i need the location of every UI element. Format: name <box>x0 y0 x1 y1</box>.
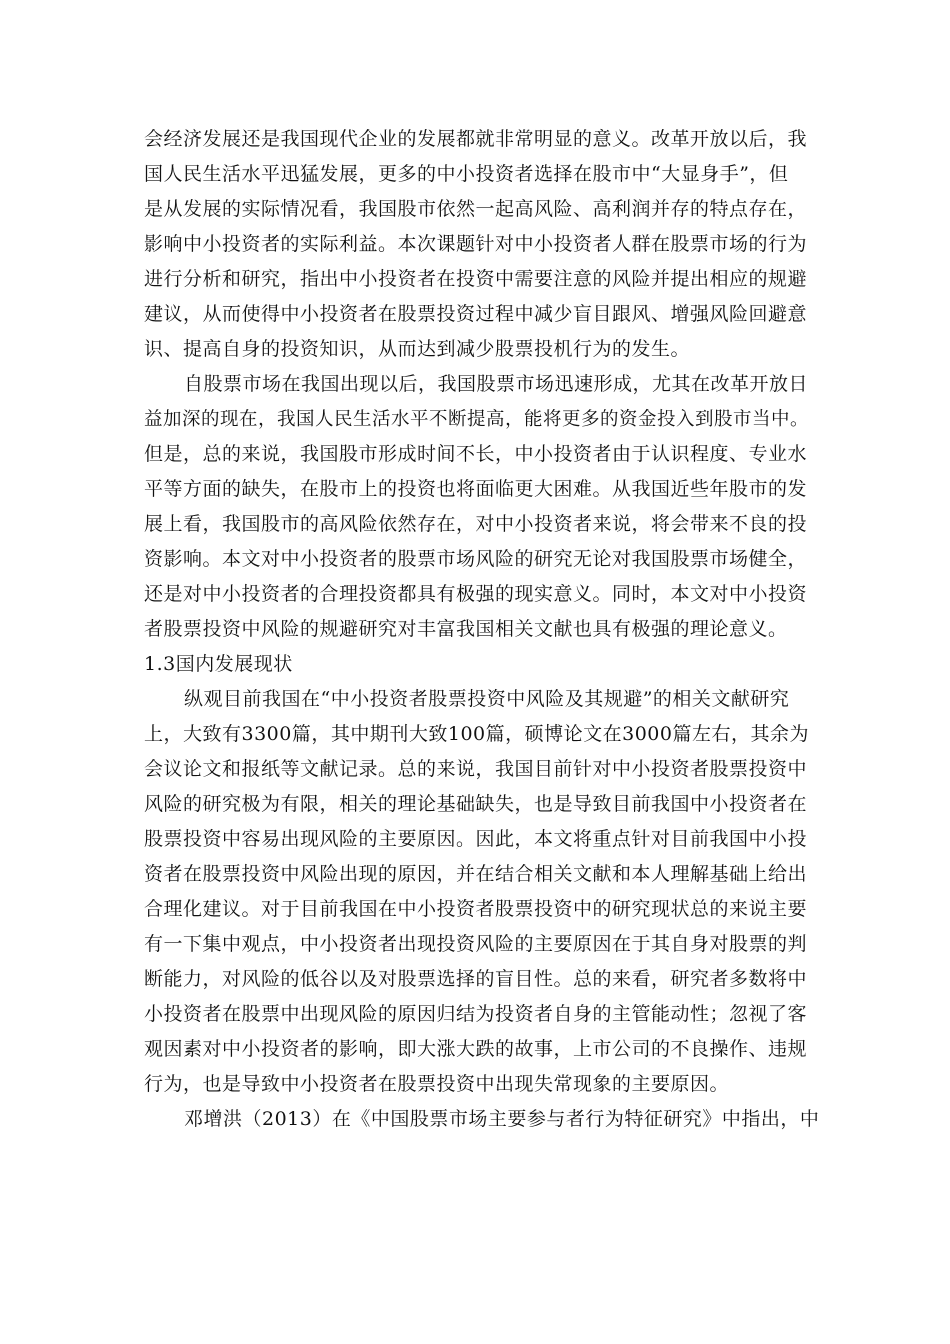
text-line: 建议，从而使得中小投资者在股票投资过程中减少盲目跟风、增强风险回避意 <box>144 303 808 325</box>
text-line: 纵观目前我国在“中小投资者股票投资中风险及其规避”的相关文献研究 <box>184 688 790 710</box>
text-line: 上，大致有3300篇，其中期刊大致100篇，硕博论文在3000篇左右，其余为 <box>144 723 809 745</box>
text-line: 展上看，我国股市的高风险依然存在，对中小投资者来说，将会带来不良的投 <box>144 513 808 535</box>
text-line: 者股票投资中风险的规避研究对丰富我国相关文献也具有极强的理论意义。 <box>144 618 788 640</box>
text-line: 益加深的现在，我国人民生活水平不断提高，能将更多的资金投入到股市当中。 <box>144 409 810 430</box>
text-line: 是从发展的实际情况看，我国股市依然一起高风险、高利润并存的特点存在， <box>144 198 808 220</box>
text-line: 股票投资中容易出现风险的主要原因。因此，本文将重点针对目前我国中小投 <box>144 828 808 850</box>
text-line: 资者在股票投资中风险出现的原因，并在结合相关文献和本人理解基础上给出 <box>144 863 808 885</box>
text-line: 行为，也是导致中小投资者在股票投资中出现失常现象的主要原因。 <box>144 1073 730 1095</box>
text-line: 观因素对中小投资者的影响，即大涨大跌的故事，上市公司的不良操作、违规 <box>144 1038 808 1060</box>
body-text <box>144 122 820 1137</box>
text-line: 邓增洪（2013）在《中国股票市场主要参与者行为特征研究》中指出，中 <box>184 1108 820 1130</box>
text-line: 影响中小投资者的实际利益。本次课题针对中小投资者人群在股票市场的行为 <box>144 233 808 255</box>
text-line: 平等方面的缺失，在股市上的投资也将面临更大困难。从我国近些年股市的发 <box>144 478 808 500</box>
text-line: 资影响。本文对中小投资者的股票市场风险的研究无论对我国股票市场健全， <box>144 548 808 570</box>
text-line: 断能力，对风险的低谷以及对股票选择的盲目性。总的来看，研究者多数将中 <box>144 968 808 990</box>
text-line: 还是对中小投资者的合理投资都具有极强的现实意义。同时，本文对中小投资 <box>144 583 808 605</box>
text-line: 识、提高自身的投资知识，从而达到减少股票投机行为的发生。 <box>144 338 691 360</box>
text-line: 但是，总的来说，我国股市形成时间不长，中小投资者由于认识程度、专业水 <box>144 443 808 465</box>
text-line: 会经济发展还是我国现代企业的发展都就非常明显的意义。改革开放以后，我 <box>144 128 808 150</box>
text-line: 风险的研究极为有限，相关的理论基础缺失，也是导致目前我国中小投资者在 <box>144 793 808 815</box>
text-line: 国人民生活水平迅猛发展，更多的中小投资者选择在股市中“大显身手”，但 <box>144 163 789 185</box>
text-line: 小投资者在股票中出现风险的原因归结为投资者自身的主管能动性；忽视了客 <box>144 1003 808 1025</box>
text-line: 进行分析和研究，指出中小投资者在投资中需要注意的风险并提出相应的规避 <box>144 268 808 290</box>
text-line: 合理化建议。对于目前我国在中小投资者股票投资中的研究现状总的来说主要 <box>144 898 808 920</box>
section-heading: 1.3国内发展现状 <box>144 653 293 675</box>
text-line: 会议论文和报纸等文献记录。总的来说，我国目前针对中小投资者股票投资中 <box>144 758 808 780</box>
text-line: 自股票市场在我国出现以后，我国股票市场迅速形成，尤其在改革开放日 <box>184 373 809 395</box>
text-line: 有一下集中观点，中小投资者出现投资风险的主要原因在于其自身对股票的判 <box>144 933 808 955</box>
